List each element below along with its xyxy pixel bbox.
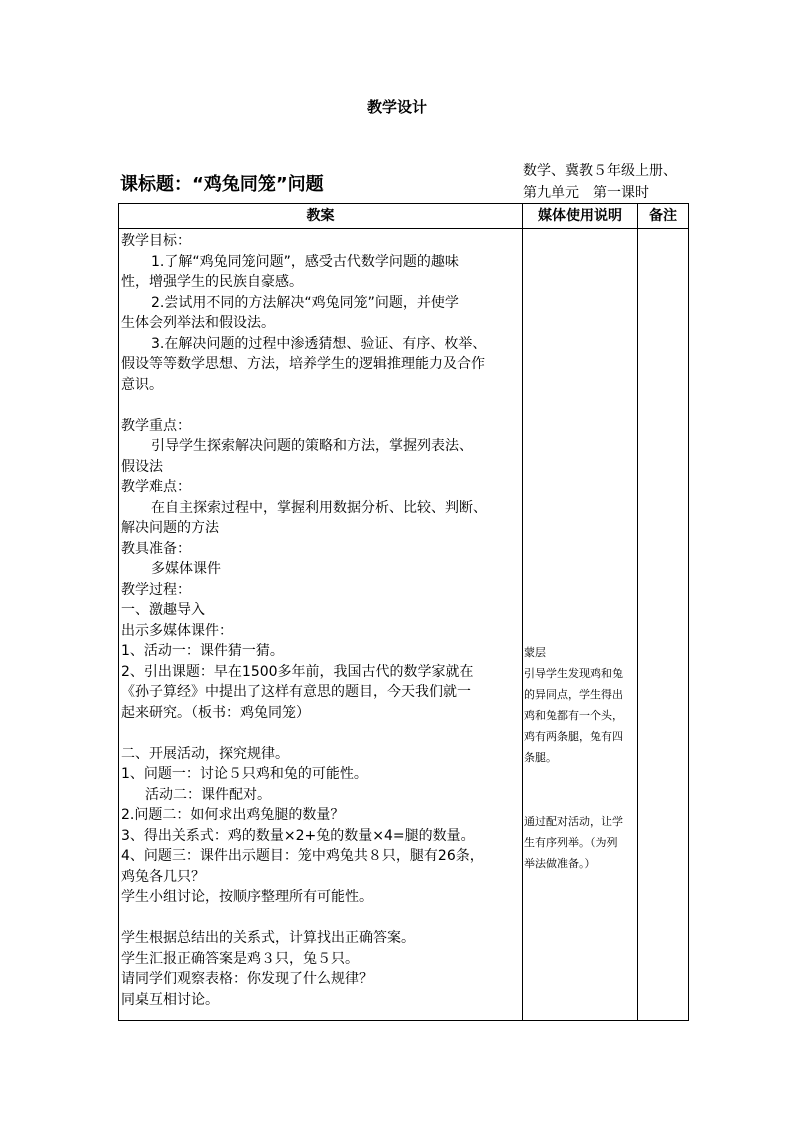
plan-line: 教学重点： [121, 417, 191, 434]
plan-line: 3.在解决问题的过程中渗透猜想、验证、有序、枚举、 [151, 335, 487, 352]
plan-line: 2.尝试用不同的方法解决“鸡兔同笼”问题，并使学 [151, 294, 459, 311]
media-line: 举法做准备。） [524, 857, 596, 870]
header-plan: 教案 [306, 208, 335, 224]
column-divider [637, 204, 638, 1020]
header-media: 媒体使用说明 [538, 208, 622, 224]
plan-line: 教具准备： [121, 540, 191, 557]
meta-line: 数学、冀教５年级上册、 [523, 163, 677, 179]
plan-line: 同桌互相讨论。 [121, 991, 219, 1008]
plan-line: 假设法 [121, 458, 163, 475]
plan-line: 学生小组讨论，按顺序整理所有可能性。 [121, 889, 373, 905]
plan-line: 意识。 [121, 376, 163, 393]
plan-line: 4、问题三：课件出示题目：笼中鸡兔共８只，腿有26条， [121, 848, 484, 864]
media-line: 的异同点，学生得出 [524, 688, 623, 701]
plan-line: 起来研究。（板书：鸡兔同笼） [121, 704, 310, 721]
plan-line: 2.问题二：如何求出鸡兔腿的数量？ [121, 807, 345, 823]
plan-line: 性，增强学生的民族自豪感。 [121, 274, 303, 290]
plan-line: 在自主探索过程中，掌握利用数据分析、比较、判断、 [151, 499, 487, 516]
plan-line: 3、得出关系式：鸡的数量×2+兔的数量×4=腿的数量。 [121, 827, 475, 844]
plan-line: 假设等等数学思想、方法，培养学生的逻辑推理能力及合作 [121, 356, 485, 372]
media-note-activity [524, 811, 636, 874]
media-line: 蒙层 [524, 646, 546, 659]
plan-line: 2、引出课题：早在1500多年前，我国古代的数学家就在 [121, 663, 474, 680]
plan-line: 1.了解“鸡兔同笼问题”，感受古代数学问题的趣味 [151, 253, 459, 270]
header-divider [119, 228, 688, 229]
plan-line: 生体会列举法和假设法。 [121, 315, 275, 331]
plan-line: 1、活动一：课件猜一猜。 [121, 643, 284, 659]
plan-line: 教学过程： [121, 581, 191, 598]
media-line: 引导学生发现鸡和兔 [524, 667, 623, 680]
plan-line: 多媒体课件 [151, 561, 221, 577]
plan-line: 学生汇报正确答案是鸡３只，兔５只。 [121, 950, 359, 967]
plan-line: 1、问题一：讨论５只鸡和兔的可能性。 [121, 766, 368, 782]
media-line: 生有序列举。（为列 [524, 836, 618, 849]
plan-line: 《孙子算经》中提出了这样有意思的题目，今天我们就一 [121, 684, 471, 700]
media-line: 条腿。 [524, 751, 557, 764]
plan-line: 引导学生探索解决问题的策略和方法，掌握列表法、 [151, 438, 473, 454]
plan-line [121, 395, 521, 416]
plan-line: 请同学们观察表格：你发现了什么规律？ [121, 971, 373, 987]
plan-line: 教学目标： [121, 233, 191, 249]
course-title: 课标题：“鸡兔同笼”问题 [120, 174, 324, 195]
header-notes: 备注 [649, 208, 677, 224]
media-line: 鸡有两条腿，兔有四 [524, 730, 623, 743]
plan-line: 学生根据总结出的关系式，计算找出正确答案。 [121, 930, 415, 946]
plan-line: 解决问题的方法 [121, 520, 219, 536]
plan-line: 出示多媒体课件： [121, 622, 233, 639]
column-divider [522, 204, 523, 1020]
media-note-intro [524, 642, 636, 768]
plan-line: 活动二：课件配对。 [145, 786, 271, 803]
plan-line [121, 723, 521, 744]
media-line: 鸡和兔都有一个头， [524, 709, 623, 722]
plan-line: 二、开展活动，探究规律。 [121, 745, 289, 762]
plan-line: 教学难点： [121, 479, 191, 495]
media-line: 通过配对活动，让学 [524, 815, 623, 828]
plan-line [121, 908, 521, 929]
lesson-plan-content [121, 231, 521, 1010]
doc-title: 教学设计 [366, 98, 427, 116]
lesson-table [118, 203, 689, 1021]
course-meta [523, 160, 703, 204]
plan-line: 一、激趣导入 [121, 602, 205, 618]
meta-line: 第九单元 第一课时 [523, 185, 649, 201]
plan-line: 鸡兔各几只？ [121, 868, 205, 885]
